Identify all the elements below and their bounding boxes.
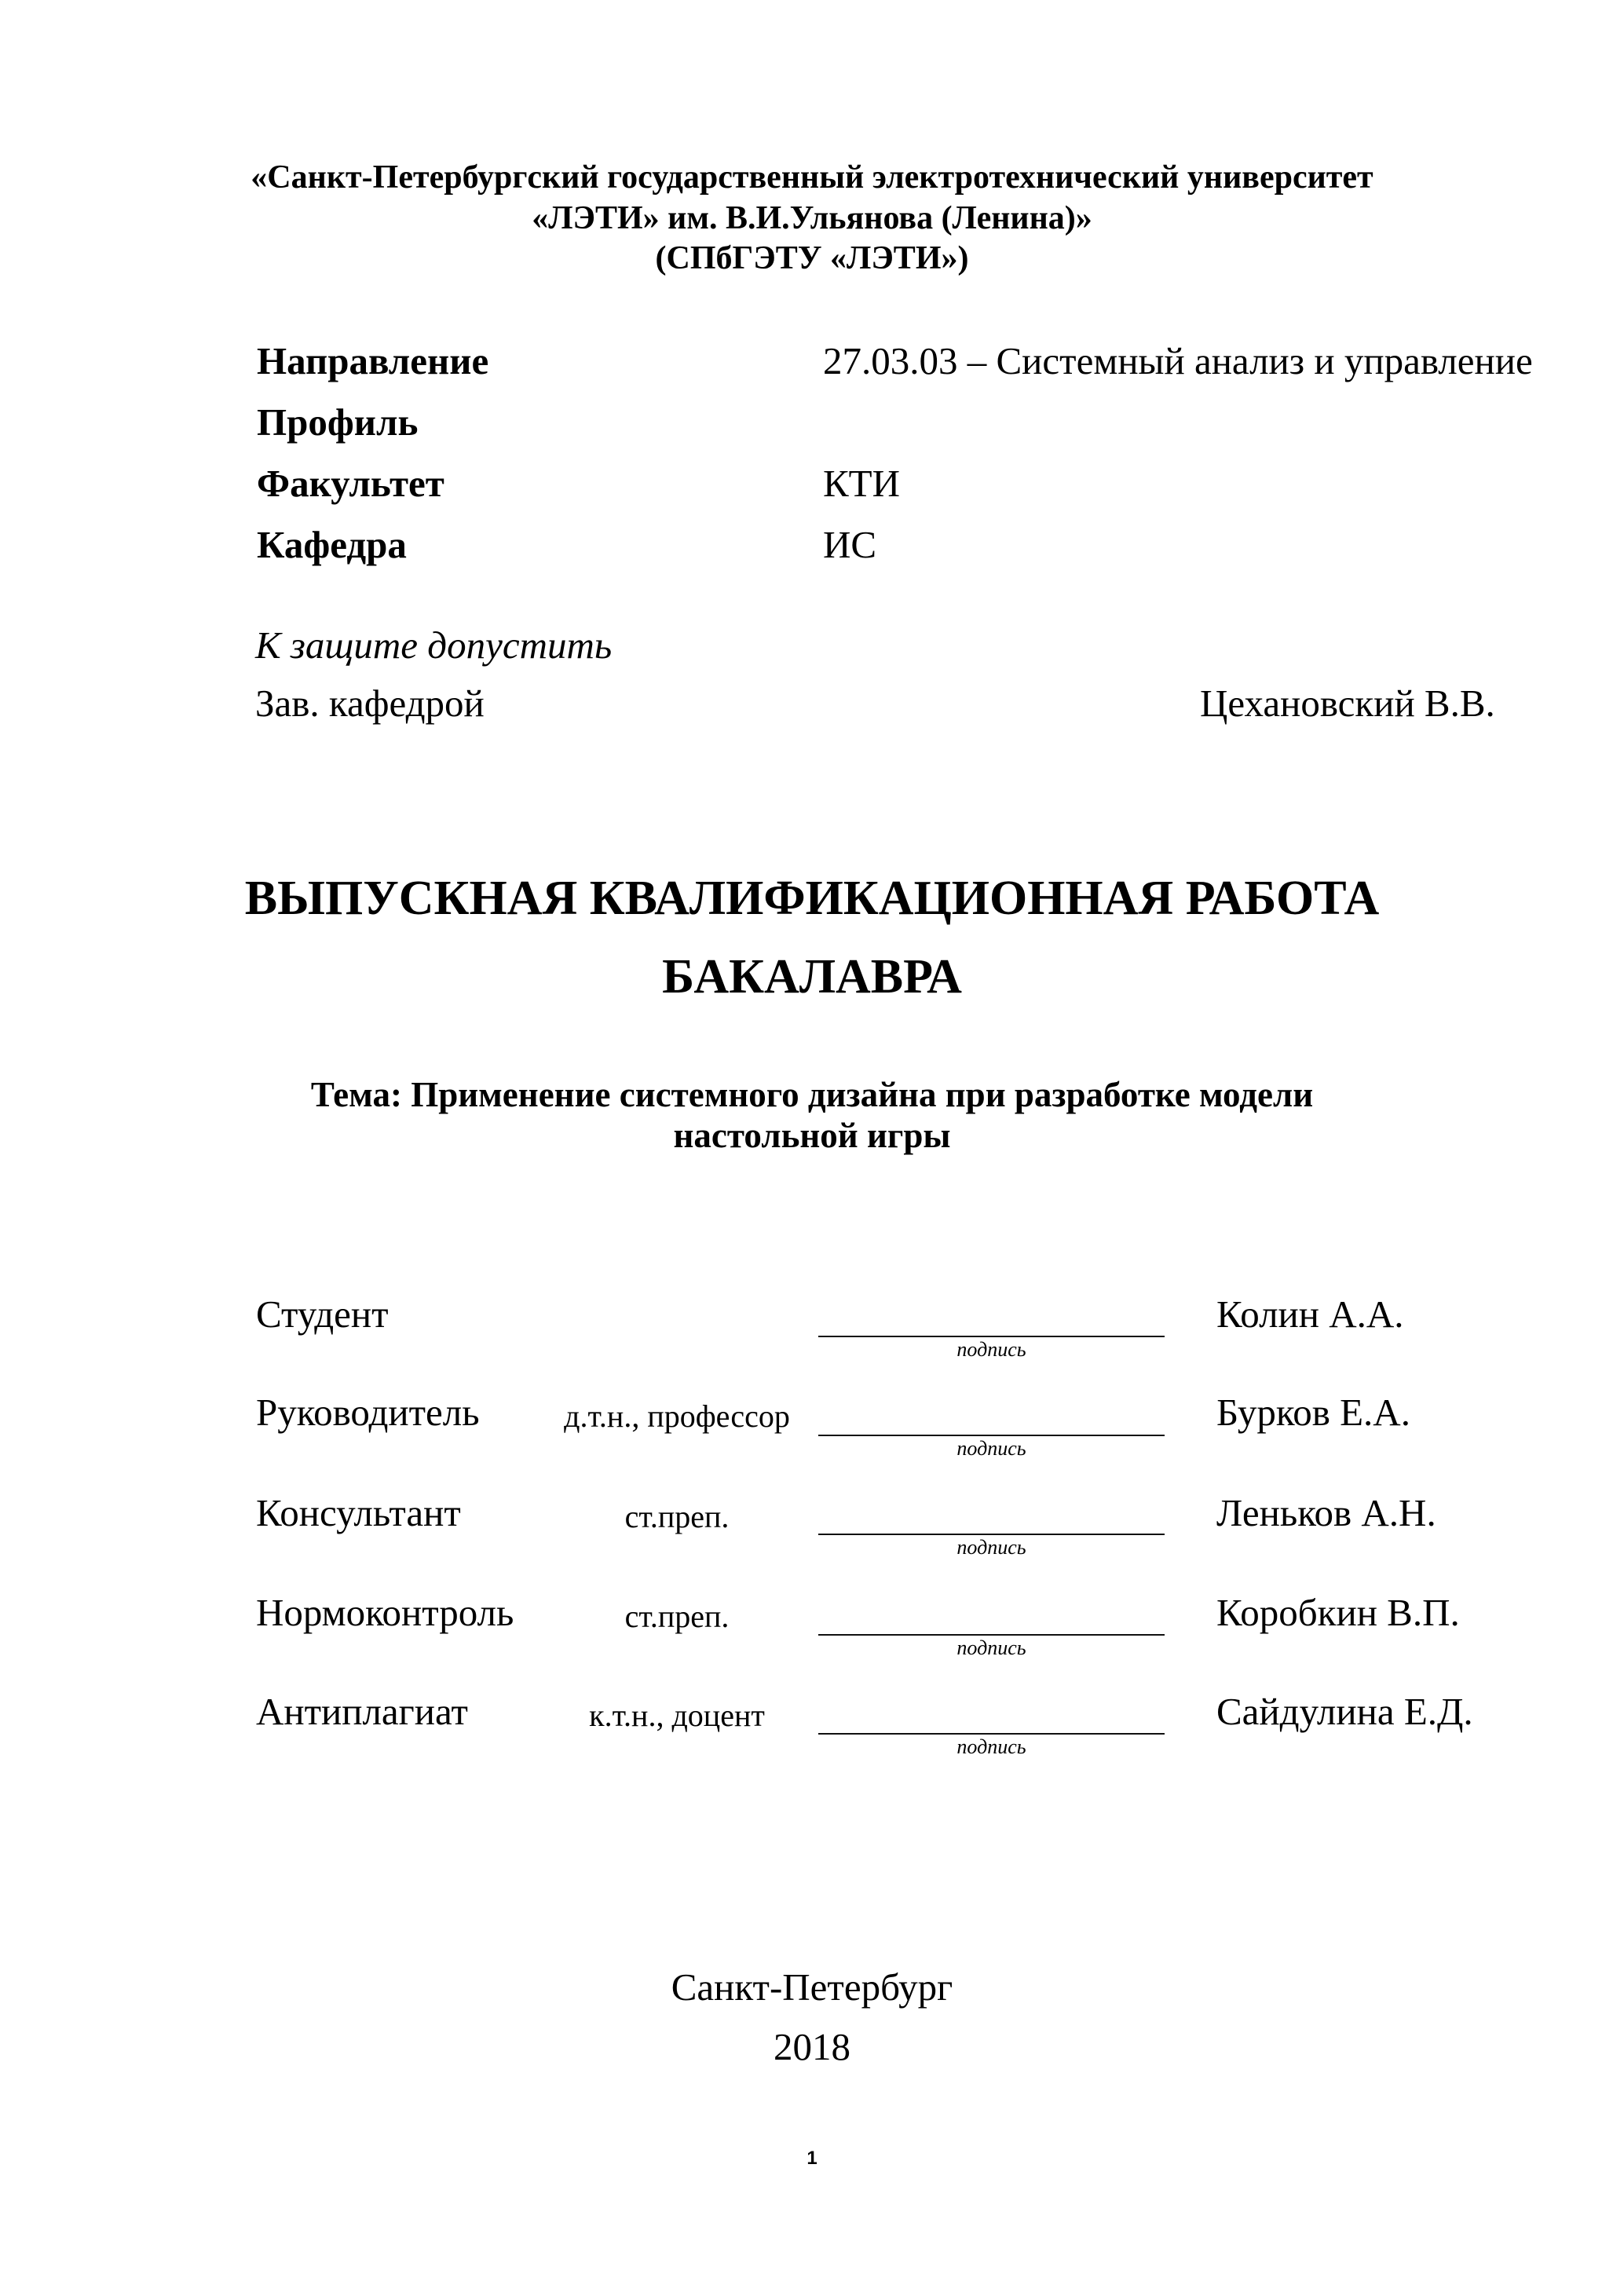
approval-name: Цехановский В.В. (1200, 682, 1495, 725)
info-label-direction: Направление (257, 339, 489, 382)
signature-name: Колин А.А. (1216, 1292, 1404, 1336)
page-number: 1 (807, 2148, 817, 2169)
approval-note: К защите допустить (255, 623, 613, 667)
info-label-department: Кафедра (257, 523, 407, 566)
signature-role: Руководитель (256, 1391, 480, 1434)
signature-degree: ст.преп. (624, 1499, 730, 1534)
info-value-direction: 27.03.03 – Системный анализ и управление (823, 339, 1533, 382)
signature-name: Леньков А.Н. (1216, 1491, 1436, 1534)
info-value-faculty: КТИ (823, 462, 900, 505)
info-label-profile: Профиль (257, 400, 419, 444)
city: Санкт-Петербург (671, 1965, 953, 2009)
info-value-department: ИС (823, 523, 877, 566)
topic-line-2: настольной игры (673, 1116, 951, 1155)
signature-role: Нормоконтроль (256, 1591, 514, 1634)
signature-caption: подпись (956, 1636, 1026, 1659)
title-line-2: БАКАЛАВРА (662, 950, 962, 1004)
signature-role: Антиплагиат (256, 1690, 468, 1733)
signature-caption: подпись (956, 1338, 1026, 1361)
signature-line (818, 1634, 1165, 1636)
university-name-line-2: «ЛЭТИ» им. В.И.Ульянова (Ленина)» (532, 200, 1092, 236)
signature-degree: д.т.н., профессор (564, 1398, 790, 1434)
title-line-1: ВЫПУСКНАЯ КВАЛИФИКАЦИОННАЯ РАБОТА (244, 872, 1380, 925)
signature-role: Студент (256, 1292, 389, 1336)
signature-caption: подпись (956, 1536, 1026, 1559)
signature-name: Коробкин В.П. (1216, 1591, 1460, 1634)
signature-caption: подпись (956, 1735, 1026, 1758)
signature-line (818, 1336, 1165, 1337)
info-label-faculty: Факультет (257, 462, 444, 505)
approval-position: Зав. кафедрой (255, 682, 485, 725)
signature-caption: подпись (956, 1437, 1026, 1460)
year: 2018 (774, 2025, 850, 2068)
signature-degree: ст.преп. (624, 1599, 730, 1634)
signature-line (818, 1534, 1165, 1535)
signature-role: Консультант (256, 1491, 461, 1534)
signature-degree: к.т.н., доцент (589, 1698, 765, 1733)
topic-line-1: Тема: Применение системного дизайна при разработке модели (310, 1075, 1314, 1114)
university-name-line-1: «Санкт-Петербургский государственный электротехнический университет (251, 159, 1373, 196)
university-abbreviation: (СПбГЭТУ «ЛЭТИ») (655, 240, 969, 276)
signature-line (818, 1733, 1165, 1735)
signature-name: Сайдулина Е.Д. (1216, 1690, 1473, 1733)
signature-line (818, 1435, 1165, 1436)
signature-name: Бурков Е.А. (1216, 1391, 1410, 1434)
